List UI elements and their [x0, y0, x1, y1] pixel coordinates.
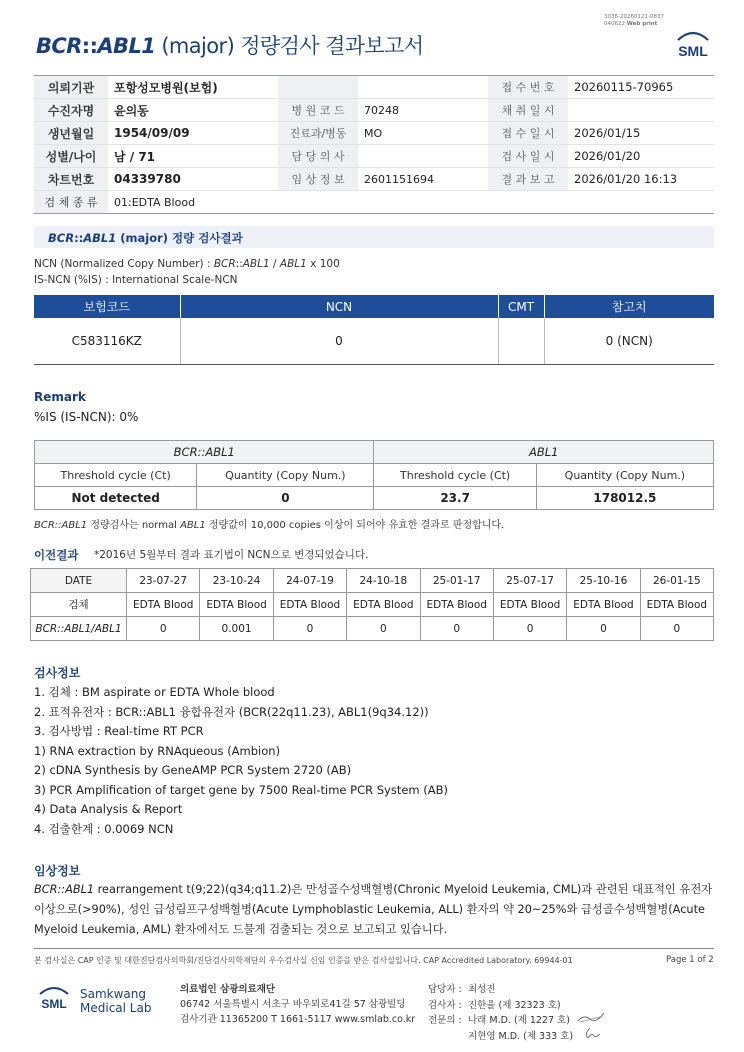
previous-row-label: DATE	[31, 569, 127, 593]
ncn-def-g3: ABL1	[279, 258, 307, 270]
info-value: 70248	[358, 99, 488, 122]
prev-value: 0	[420, 617, 493, 641]
result-section-heading	[34, 226, 714, 248]
exam-info-line: 3. 검사방법 : Real-time RT PCR	[34, 724, 204, 738]
prev-date: 23-10-24	[200, 569, 273, 593]
info-value	[358, 145, 488, 168]
info-label: 검 사 일 시	[488, 145, 568, 168]
exam-info-line: 2. 표적유전자 : BCR::ABL1 융합유전자 (BCR(22q11.23), ABL1(9q34.12))	[34, 704, 429, 719]
specimen-value: 01:EDTA Blood	[108, 191, 714, 214]
staff-name: 지현영 M.D. (제 333 호)	[468, 1030, 574, 1042]
info-label: 결 과 보 고	[488, 168, 568, 191]
title-gene2: ABL1	[97, 34, 156, 58]
logo-text: SML	[678, 43, 708, 59]
staff-role: 전문의 :	[428, 1015, 462, 1026]
exam-info-line: 1. 검체 : BM aspirate or EDTA Whole blood	[34, 685, 275, 699]
prev-value: 0	[640, 617, 713, 641]
prev-value: 0	[567, 617, 640, 641]
staff-row	[428, 1013, 573, 1029]
result-table	[34, 295, 714, 365]
prev-specimen: EDTA Blood	[493, 593, 566, 617]
staff-role: 담당자 :	[428, 984, 462, 995]
cap-statement: 본 검사실은 CAP 인증 및 대한진단검사의학회/진단검사의학재단의 우수검사실 신임 인증을 받은 검사실입니다. CAP Accredited Laboratory. 69944-01	[34, 956, 573, 965]
prev-value: 0	[127, 617, 200, 641]
prev-value: 0	[273, 617, 346, 641]
ct-group-bcr-abl1: BCR::ABL1	[35, 441, 374, 464]
staff-role: 검사자 :	[428, 999, 462, 1011]
ncn-def-sep: ::	[235, 258, 243, 270]
info-value: 2601151694	[358, 168, 488, 191]
info-label: 차트번호	[34, 168, 108, 191]
info-label: 채 취 일 시	[488, 99, 568, 122]
patient-info-row	[34, 168, 714, 191]
logo-arc	[678, 33, 708, 40]
result-header-ref: 참고치	[544, 295, 714, 318]
prev-specimen: EDTA Blood	[200, 593, 273, 617]
previous-row	[31, 569, 714, 593]
prev-specimen: EDTA Blood	[567, 593, 640, 617]
info-label: 임 상 정 보	[278, 168, 358, 191]
title-rest: (major) 정량검사 결과보고서	[155, 34, 424, 58]
prev-date: 24-10-18	[347, 569, 420, 593]
previous-results-body	[31, 569, 714, 641]
staff-role	[428, 1029, 468, 1045]
footer-logo-arc	[40, 988, 68, 994]
info-value: 윤의동	[108, 99, 278, 122]
info-label: 접 수 일 시	[488, 122, 568, 145]
info-label: 담 당 의 사	[278, 145, 358, 168]
ct-note-gene2: ABL1	[180, 520, 206, 531]
prev-specimen: EDTA Blood	[420, 593, 493, 617]
title-gene1: BCR	[36, 34, 82, 58]
logo-line1: Samkwang	[80, 987, 146, 1001]
prev-date: 25-01-17	[420, 569, 493, 593]
ct-note-rest: 정량값이 10,000 copies 이상이 되어야 유효한 결과로 판정합니다.	[205, 520, 505, 531]
is-ncn-definition: IS-NCN (%IS) : International Scale-NCN	[34, 274, 238, 286]
ct-group-abl1: ABL1	[374, 441, 714, 464]
staff-name: 진한울 (제 32323 호)	[468, 999, 561, 1011]
info-label: 병 원 코 드	[278, 99, 358, 122]
staff-row	[428, 1029, 573, 1045]
footer-sml-logo	[36, 984, 72, 1012]
info-label	[278, 76, 358, 99]
ct-value: 0	[197, 487, 374, 510]
logo-line2: Medical Lab	[80, 1001, 152, 1015]
clinical-text: rearrangement t(9;22)(q34;q11.2)은 만성골수성백혈병(Chronic Myeloid Leukemia, CML)과 관련된 대표적인 유전자 이상으로(>90%), 성인 급성림프구성백혈병(Acute Lymphoblastic Leukemia, ALL) 환자의 약 20~25%와 급성골수성백혈병(Acute Myeloid Leukemia, AML) 환자에서도 드물게 검출되는 것으로 보고되고 있습니다.	[34, 883, 713, 936]
ncn-def-g2: ABL1	[242, 258, 270, 270]
info-value: 2026/01/20	[568, 145, 714, 168]
exam-info-line: 4. 검출한계 : 0.0069 NCN	[34, 821, 174, 836]
clinical-gene: BCR::ABL1	[34, 883, 95, 896]
stamp-line2: 040622	[604, 20, 625, 27]
staff-row	[428, 998, 573, 1014]
info-value: 1954/09/09	[108, 122, 278, 145]
signature-2-stroke	[586, 1028, 600, 1038]
result-header-code: 보험코드	[34, 295, 180, 318]
print-stamp	[604, 14, 664, 27]
previous-row	[31, 617, 714, 641]
ct-header: Quantity (Copy Num.)	[197, 464, 374, 487]
exam-info-line: 3) PCR Amplification of target gene by 7500 Real-time PCR System (AB)	[34, 782, 449, 797]
info-label: 수진자명	[34, 99, 108, 122]
result-cmt	[498, 318, 544, 364]
ct-note-gene: BCR::ABL1	[34, 520, 88, 531]
prev-value: 0	[347, 617, 420, 641]
clinical-info-heading: 임상정보	[34, 864, 81, 878]
previous-results-table	[30, 568, 714, 641]
section-gene1: BCR	[48, 231, 75, 245]
institution-address: 06742 서울특별시 서초구 바우뫼로41길 57 삼광빌딩	[180, 999, 406, 1010]
page-title	[36, 30, 424, 60]
page-number: Page 1 of 2	[666, 955, 714, 965]
staff-name: 최성진	[468, 984, 496, 995]
prev-value: 0.001	[200, 617, 273, 641]
info-label: 의뢰기관	[34, 76, 108, 99]
prev-date: 25-07-17	[493, 569, 566, 593]
previous-results-note: *2016년 5월부터 결과 표기법이 NCN으로 변경되었습니다.	[94, 549, 369, 561]
staff-list	[428, 982, 573, 1044]
prev-specimen: EDTA Blood	[273, 593, 346, 617]
exam-info-line: 4) Data Analysis & Report	[34, 802, 183, 816]
info-value: MO	[358, 122, 488, 145]
footer-logo-wordmark	[80, 987, 151, 1015]
info-value	[358, 76, 488, 99]
ct-header: Quantity (Copy Num.)	[536, 464, 713, 487]
ct-value: 178012.5	[536, 487, 713, 510]
exam-info-heading: 검사정보	[34, 666, 81, 680]
info-label: 생년월일	[34, 122, 108, 145]
prev-value: 0	[493, 617, 566, 641]
specimen-row	[34, 191, 714, 214]
info-value: 2026/01/20 16:13	[568, 168, 714, 191]
signature-2	[582, 1026, 604, 1040]
patient-info-table	[34, 75, 714, 214]
staff-row	[428, 982, 573, 998]
info-value: 2026/01/15	[568, 122, 714, 145]
prev-specimen: EDTA Blood	[347, 593, 420, 617]
stamp-line1: 3036-20260121-0837	[604, 14, 664, 20]
previous-row	[31, 593, 714, 617]
ct-value: Not detected	[35, 487, 197, 510]
info-label: 성별/나이	[34, 145, 108, 168]
previous-row-label: 검체	[31, 593, 127, 617]
section-rest: (major) 정량 검사결과	[116, 231, 243, 245]
patient-info-body	[34, 76, 714, 214]
info-value: 04339780	[108, 168, 278, 191]
ct-note	[34, 516, 504, 531]
section-gene2: ABL1	[83, 231, 117, 245]
ncn-def-suffix: x 100	[306, 258, 340, 270]
info-label: 진료과/병동	[278, 122, 358, 145]
ct-header: Threshold cycle (Ct)	[35, 464, 197, 487]
institution-info	[180, 982, 415, 1027]
remark-heading: Remark	[34, 390, 86, 404]
patient-info-row	[34, 145, 714, 168]
patient-info-row	[34, 76, 714, 99]
sml-logo	[672, 28, 714, 62]
info-value: 남 / 71	[108, 145, 278, 168]
info-value: 포항성모병원(보험)	[108, 76, 278, 99]
ncn-definition	[34, 256, 340, 288]
title-sep: ::	[81, 34, 98, 58]
clinical-info-text	[34, 880, 714, 940]
previous-results-heading: 이전결과	[34, 548, 79, 562]
info-label: 접 수 번 호	[488, 76, 568, 99]
institution-contact: 검사기관 11365200 T 1661-5117 www.smlab.co.kr	[180, 1014, 416, 1025]
result-header-ncn: NCN	[180, 295, 498, 318]
result-ncn: 0	[180, 318, 498, 364]
result-header-cmt: CMT	[498, 295, 544, 318]
ct-note-mid: 정량검사는 normal	[87, 520, 181, 531]
exam-info-list	[34, 683, 448, 839]
staff-name: 나래 M.D. (제 1227 호)	[468, 1015, 570, 1026]
prev-date: 23-07-27	[127, 569, 200, 593]
info-value	[568, 99, 714, 122]
signature-1-stroke	[578, 1013, 604, 1021]
remark-value: %IS (IS-NCN): 0%	[34, 410, 139, 424]
info-value: 20260115-70965	[568, 76, 714, 99]
ncn-def-slash: /	[269, 258, 280, 270]
section-sep: ::	[74, 231, 84, 245]
prev-date: 26-01-15	[640, 569, 713, 593]
result-code: C583116KZ	[34, 318, 180, 364]
prev-specimen: EDTA Blood	[127, 593, 200, 617]
footer-divider	[34, 948, 714, 949]
ct-value: 23.7	[374, 487, 536, 510]
specimen-label: 검 체 종 류	[34, 191, 108, 214]
ct-header: Threshold cycle (Ct)	[374, 464, 536, 487]
prev-specimen: EDTA Blood	[640, 593, 713, 617]
ncn-def-g1: BCR	[213, 258, 236, 270]
institution-name: 의료법인 삼광의료재단	[180, 984, 276, 995]
previous-row-label: BCR::ABL1/ABL1	[31, 617, 127, 641]
exam-info-line: 1) RNA extraction by RNAqueous (Ambion)	[34, 743, 281, 758]
result-ref: 0 (NCN)	[544, 318, 714, 364]
signature-1	[576, 1010, 606, 1024]
exam-info-line: 2) cDNA Synthesis by GeneAMP PCR System 2720 (AB)	[34, 763, 352, 777]
patient-info-row	[34, 122, 714, 145]
prev-date: 24-07-19	[273, 569, 346, 593]
ct-table	[34, 440, 714, 510]
patient-info-row	[34, 99, 714, 122]
web-print-label: Web print	[626, 20, 658, 27]
prev-date: 25-10-16	[567, 569, 640, 593]
ncn-def-prefix: NCN (Normalized Copy Number) :	[34, 258, 214, 270]
footer-logo-text: SML	[41, 997, 67, 1011]
